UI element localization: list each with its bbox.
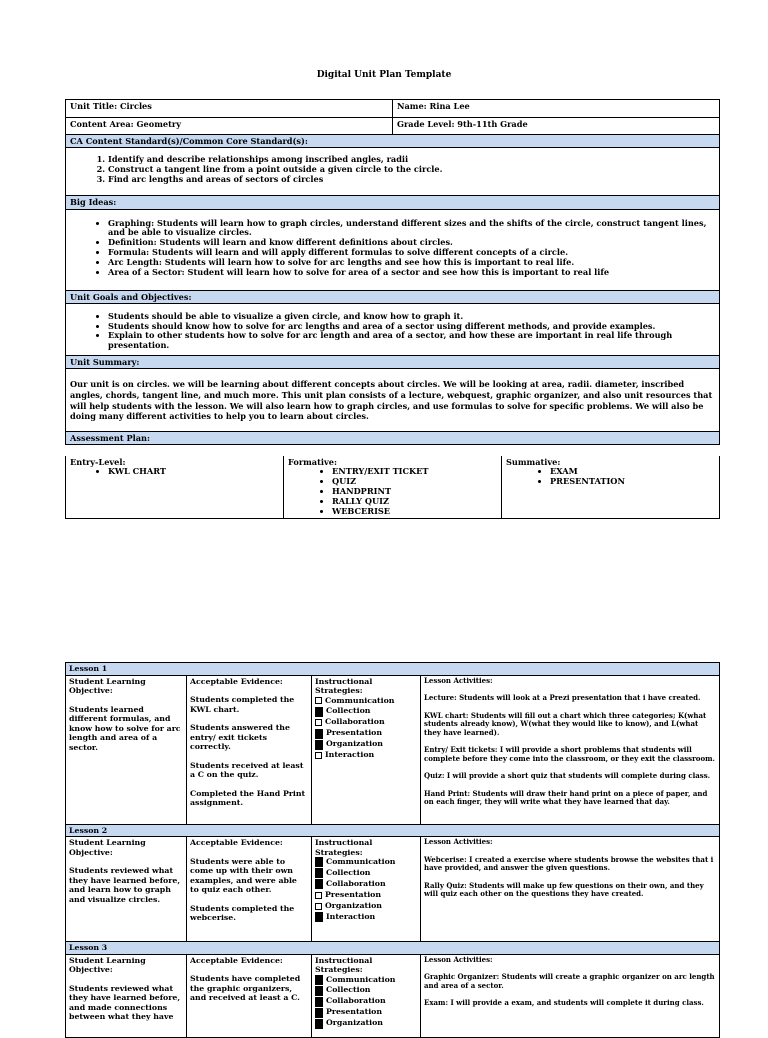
strategy-label: Collection — [326, 867, 371, 877]
strategy-label: Collection — [326, 706, 371, 716]
strategy-option — [315, 706, 417, 717]
standards-body — [66, 148, 720, 196]
evidence-text: Students completed the KWL chart. — [190, 695, 295, 714]
lessons-table — [65, 662, 720, 1038]
big-idea-item: • Area of a Sector: Student will learn how to solve for area of a sector and see how this is important to real life — [108, 268, 715, 278]
content-area: Content Area: Geometry — [66, 118, 393, 135]
strategies-label: Instructional Strategies: — [315, 676, 373, 695]
activity-text: Lecture: Students will look at a Prezi presentation that i have created. — [424, 693, 701, 703]
lesson-header: Lesson 1 — [66, 663, 720, 676]
activities-label: Lesson Activities: — [424, 837, 493, 846]
unchecked-box-icon — [315, 719, 322, 726]
activities-label: Lesson Activities: — [424, 675, 493, 685]
formative-list — [288, 467, 497, 516]
strategy-option — [315, 879, 417, 890]
checked-box-icon — [315, 740, 323, 750]
checked-box-icon — [315, 912, 323, 922]
big-idea-item: • Definition: Students will learn and know different definitions about circles. — [108, 238, 715, 248]
strategies-cell — [312, 837, 421, 942]
strategy-option — [315, 868, 417, 879]
formative-cell — [284, 456, 502, 519]
goal-item: • Students should be able to visualize a given circle, and know how to graph it. — [108, 312, 715, 322]
strategy-label: Interaction — [326, 911, 376, 921]
strategy-option — [315, 975, 417, 986]
formative-item: • QUIZ — [332, 477, 497, 487]
lesson-header: Lesson 3 — [66, 942, 720, 955]
unchecked-box-icon — [315, 903, 322, 910]
activity-text: Webcerise: I created a exercise where students browse the websites that i have provided, and answer the given questions. — [424, 854, 714, 873]
summative-item: • PRESENTATION — [550, 477, 715, 487]
evidence-text: Students have completed the graphic organizers, and received at least a C. — [190, 974, 301, 1002]
evidence-cell — [187, 675, 312, 824]
big-ideas-header: Big Ideas: — [66, 196, 720, 209]
activities-label: Lesson Activities: — [424, 954, 493, 964]
activity-text: Quiz: I will provide a short quiz that students will complete during class. — [424, 771, 711, 781]
activity-text: Entry/ Exit tickets: I will provide a short problems that students will complete before they come into the classroom, or they exit the classroom. — [424, 745, 715, 763]
formative-item: • RALLY QUIZ — [332, 497, 497, 507]
strategy-option — [315, 1007, 417, 1018]
standard-item: 2. Construct a tangent line from a point outside a given circle to the circle. — [108, 165, 715, 175]
assessment-table — [65, 456, 720, 519]
activities-cell — [421, 675, 720, 824]
summary-text: Our unit is on circles. we will be learning about different concepts about circles. We will be looking at area, radii. diameter, inscribed angles, chords, tangent line, and much more. This unit plan consists of a lecture, webquest, graphic organizer, and also unit resources that will help students with the lesson. We will also learn how to graph circles, and use formulas to solve for specific problems. We will also be doing many different activities to help you to learn about circles. — [70, 379, 713, 422]
strategy-label: Collaboration — [326, 996, 386, 1006]
formative-item: • HANDPRINT — [332, 487, 497, 497]
evidence-text: Completed the Hand Print assignment. — [190, 788, 306, 807]
strategy-option — [315, 901, 417, 912]
strategies-cell — [312, 954, 421, 1037]
standard-item: 1. Identify and describe relationships among inscribed angles, radii — [108, 155, 715, 165]
grade-level: Grade Level: 9th-11th Grade — [393, 118, 720, 135]
evidence-cell — [187, 954, 312, 1037]
checked-box-icon — [315, 986, 323, 996]
entry-level-list — [70, 467, 279, 477]
checked-box-icon — [315, 868, 323, 878]
summative-label: Summative: — [506, 457, 561, 467]
objective-text: Students learned different formulas, and know how to solve for arc length and area of a sector. — [69, 704, 181, 752]
assessment-header: Assessment Plan: — [66, 432, 720, 445]
activity-text: Exam: I will provide a exam, and students will complete it during class. — [424, 998, 704, 1008]
document-title: Digital Unit Plan Template — [316, 70, 452, 80]
strategy-label: Presentation — [326, 728, 383, 738]
strategy-label: Communication — [326, 857, 396, 866]
formative-label: Formative: — [288, 457, 337, 467]
strategy-option — [315, 890, 417, 901]
objective-text: Students reviewed what they have learned before, and made connections between what they have — [69, 983, 181, 1021]
objective-cell — [66, 837, 187, 942]
unchecked-box-icon — [315, 697, 322, 704]
goal-item: • Students should know how to solve for arc lengths and area of a sector using different methods, and provide examples. — [108, 322, 715, 332]
strategy-label: Presentation — [326, 1007, 383, 1017]
strategy-label: Organization — [326, 1018, 383, 1028]
author-name: Name: Rina Lee — [393, 100, 720, 118]
checked-box-icon — [315, 729, 323, 739]
strategy-option — [315, 717, 417, 728]
entry-level-label: Entry-Level: — [70, 457, 126, 467]
standards-header: CA Content Standard(s)/Common Core Standard(s): — [66, 135, 720, 148]
objective-label: Student Learning Objective: — [69, 838, 146, 857]
strategy-label: Interaction — [325, 750, 375, 760]
evidence-text: Students were able to come up with their own examples, and were able to quiz each other. — [190, 856, 297, 894]
evidence-text: Students received at least a C on the quiz. — [190, 760, 304, 779]
strategy-option — [315, 696, 417, 707]
evidence-text: Students completed the webcerise. — [190, 903, 295, 922]
standard-item: 3. Find arc lengths and areas of sectors of circles — [108, 175, 715, 185]
strategy-option — [315, 996, 417, 1007]
strategy-option — [315, 750, 417, 761]
activity-text: Graphic Organizer: Students will create a graphic organizer on arc length and area of a sector. — [424, 972, 715, 990]
checked-box-icon — [315, 997, 323, 1007]
strategy-option — [315, 728, 417, 739]
activities-cell — [421, 837, 720, 942]
checked-box-icon — [315, 975, 323, 985]
activity-text: Hand Print: Students will draw their hand print on a piece of paper, and on each finger, they will write what they have learned that day. — [424, 788, 708, 807]
checked-box-icon — [315, 707, 323, 717]
strategy-option — [315, 739, 417, 750]
checked-box-icon — [315, 857, 323, 867]
summative-list — [506, 467, 715, 487]
big-idea-item: • Graphing: Students will learn how to graph circles, understand different sizes and the shifts of the circle, construct tangent lines, and be able to visualize circles. — [108, 219, 715, 239]
strategies-label: Instructional Strategies: — [315, 955, 373, 974]
goals-header: Unit Goals and Objectives: — [66, 290, 720, 303]
strategy-label: Collaboration — [325, 717, 385, 727]
strategies-label: Instructional Strategies: — [315, 838, 373, 857]
unit-plan-table — [65, 99, 720, 445]
standards-list — [70, 155, 715, 185]
strategy-label: Communication — [326, 974, 396, 984]
formative-item: • ENTRY/EXIT TICKET — [332, 467, 497, 477]
objective-cell — [66, 954, 187, 1037]
objective-label: Student Learning Objective: — [69, 676, 146, 695]
strategy-option — [315, 912, 417, 923]
evidence-text: Students answered the entry/ exit tickets correctly. — [190, 723, 290, 751]
big-ideas-body — [66, 209, 720, 290]
activities-cell — [421, 954, 720, 1037]
evidence-cell — [187, 837, 312, 942]
summative-cell — [502, 456, 720, 519]
strategy-label: Organization — [326, 739, 383, 749]
strategy-label: Communication — [325, 695, 395, 705]
big-idea-item: • Formula: Students will learn and will apply different formulas to solve different concepts of a circle. — [108, 248, 715, 258]
summative-item: • EXAM — [550, 467, 715, 477]
goals-list — [70, 312, 715, 351]
objective-cell — [66, 675, 187, 824]
activity-text: Rally Quiz: Students will make up few questions on their own, and they will quiz each other on the questions they have created. — [424, 880, 704, 899]
big-idea-item: • Arc Length: Students will learn how to solve for arc lengths and see how this is important to real life. — [108, 258, 715, 268]
summary-body — [66, 369, 720, 432]
summary-header: Unit Summary: — [66, 356, 720, 369]
strategy-option — [315, 857, 417, 868]
goal-item: • Explain to other students how to solve for arc length and area of a sector, and how these are important in real life through presentation. — [108, 331, 715, 351]
unchecked-box-icon — [315, 892, 322, 899]
strategy-option — [315, 985, 417, 996]
big-ideas-list — [70, 219, 715, 278]
evidence-label: Acceptable Evidence: — [190, 838, 283, 847]
objective-label: Student Learning Objective: — [69, 955, 146, 974]
strategy-label: Collection — [326, 985, 371, 995]
strategy-label: Presentation — [325, 889, 382, 899]
entry-level-cell — [66, 456, 284, 519]
objective-text: Students reviewed what they have learned before, and learn how to graph and visualize circles. — [69, 866, 181, 904]
strategies-cell — [312, 675, 421, 824]
goals-body — [66, 303, 720, 355]
unchecked-box-icon — [315, 752, 322, 759]
checked-box-icon — [315, 879, 323, 889]
strategy-label: Collaboration — [326, 878, 386, 888]
unit-title: Unit Title: Circles — [66, 100, 393, 118]
activity-text: KWL chart: Students will fill out a chart which three categories; K(what students already know), W(what they would like to know), and L(what they have learned). — [424, 710, 707, 737]
formative-item: • WEBCERISE — [332, 507, 497, 517]
entry-item: • KWL CHART — [108, 467, 279, 477]
lesson-header: Lesson 2 — [66, 824, 720, 837]
strategy-label: Organization — [325, 900, 382, 910]
checked-box-icon — [315, 1008, 323, 1018]
evidence-label: Acceptable Evidence: — [190, 955, 283, 965]
evidence-label: Acceptable Evidence: — [190, 676, 283, 686]
